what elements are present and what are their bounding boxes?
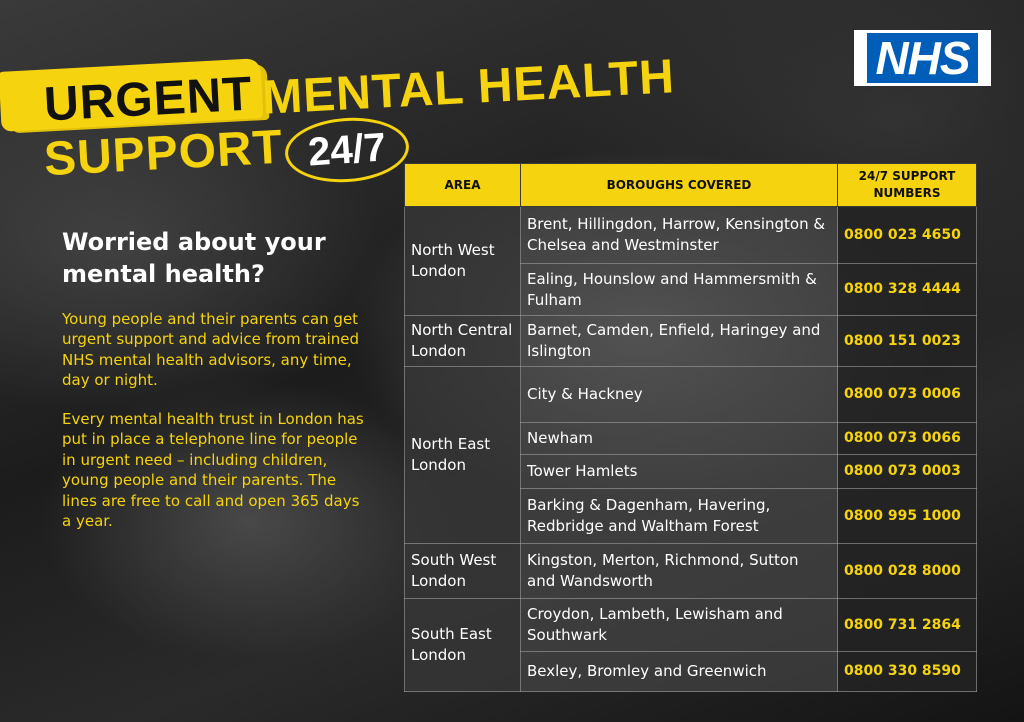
phone-number[interactable]: 0800 073 0006 (838, 367, 977, 423)
header-area: AREA (405, 164, 521, 207)
area-cell: North Central London (405, 316, 521, 367)
boroughs-cell: Barnet, Camden, Enfield, Haringey and Islington (521, 316, 838, 367)
boroughs-cell: Brent, Hillingdon, Harrow, Kensington & Chelsea and Westminster (521, 207, 838, 264)
nhs-logo-text: NHS (867, 33, 977, 83)
worried-heading: Worried about your mental health? (62, 228, 326, 288)
boroughs-cell: Ealing, Hounslow and Hammersmith & Fulham (521, 264, 838, 316)
support-numbers-table (404, 163, 977, 692)
phone-number[interactable]: 0800 328 4444 (838, 264, 977, 316)
phone-number[interactable]: 0800 028 8000 (838, 544, 977, 599)
phone-number[interactable]: 0800 151 0023 (838, 316, 977, 367)
phone-number[interactable]: 0800 995 1000 (838, 489, 977, 544)
area-cell: North East London (405, 367, 521, 544)
area-cell: North West London (405, 207, 521, 316)
nhs-logo (854, 30, 991, 86)
boroughs-cell: Croydon, Lambeth, Lewisham and Southwark (521, 599, 838, 652)
table-row (405, 316, 977, 367)
boroughs-cell: Newham (521, 423, 838, 455)
header-boroughs: BOROUGHS COVERED (521, 164, 838, 207)
phone-number[interactable]: 0800 073 0066 (838, 423, 977, 455)
trust-paragraph: Every mental health trust in London has put in place a telephone line for people in urgent need – including children, young people and their parents. The lines are free to call and open 365 days a year. (62, 410, 364, 531)
table-header-row (405, 164, 977, 207)
phone-number[interactable]: 0800 330 8590 (838, 652, 977, 692)
boroughs-cell: Kingston, Merton, Richmond, Sutton and Wandsworth (521, 544, 838, 599)
headline-urgent: URGENT (42, 67, 254, 132)
table-row (405, 367, 977, 423)
headline-mental-health: MENTAL HEALTH (260, 50, 677, 125)
boroughs-cell: Barking & Dagenham, Havering, Redbridge and Waltham Forest (521, 489, 838, 544)
boroughs-cell: City & Hackney (521, 367, 838, 423)
phone-number[interactable]: 0800 023 4650 (838, 207, 977, 264)
table-row (405, 599, 977, 652)
area-cell: South West London (405, 544, 521, 599)
headline-24-7-badge: 24/7 (283, 114, 411, 186)
table-row (405, 207, 977, 264)
phone-number[interactable]: 0800 073 0003 (838, 455, 977, 489)
table-row (405, 544, 977, 599)
intro-paragraph: Young people and their parents can get urgent support and advice from trained NHS mental health advisors, any time, day or night. (62, 310, 360, 390)
area-cell: South East London (405, 599, 521, 692)
boroughs-cell: Bexley, Bromley and Greenwich (521, 652, 838, 692)
headline-support: SUPPORT (42, 120, 285, 187)
header-numbers: 24/7 SUPPORT NUMBERS (838, 164, 977, 207)
phone-number[interactable]: 0800 731 2864 (838, 599, 977, 652)
boroughs-cell: Tower Hamlets (521, 455, 838, 489)
